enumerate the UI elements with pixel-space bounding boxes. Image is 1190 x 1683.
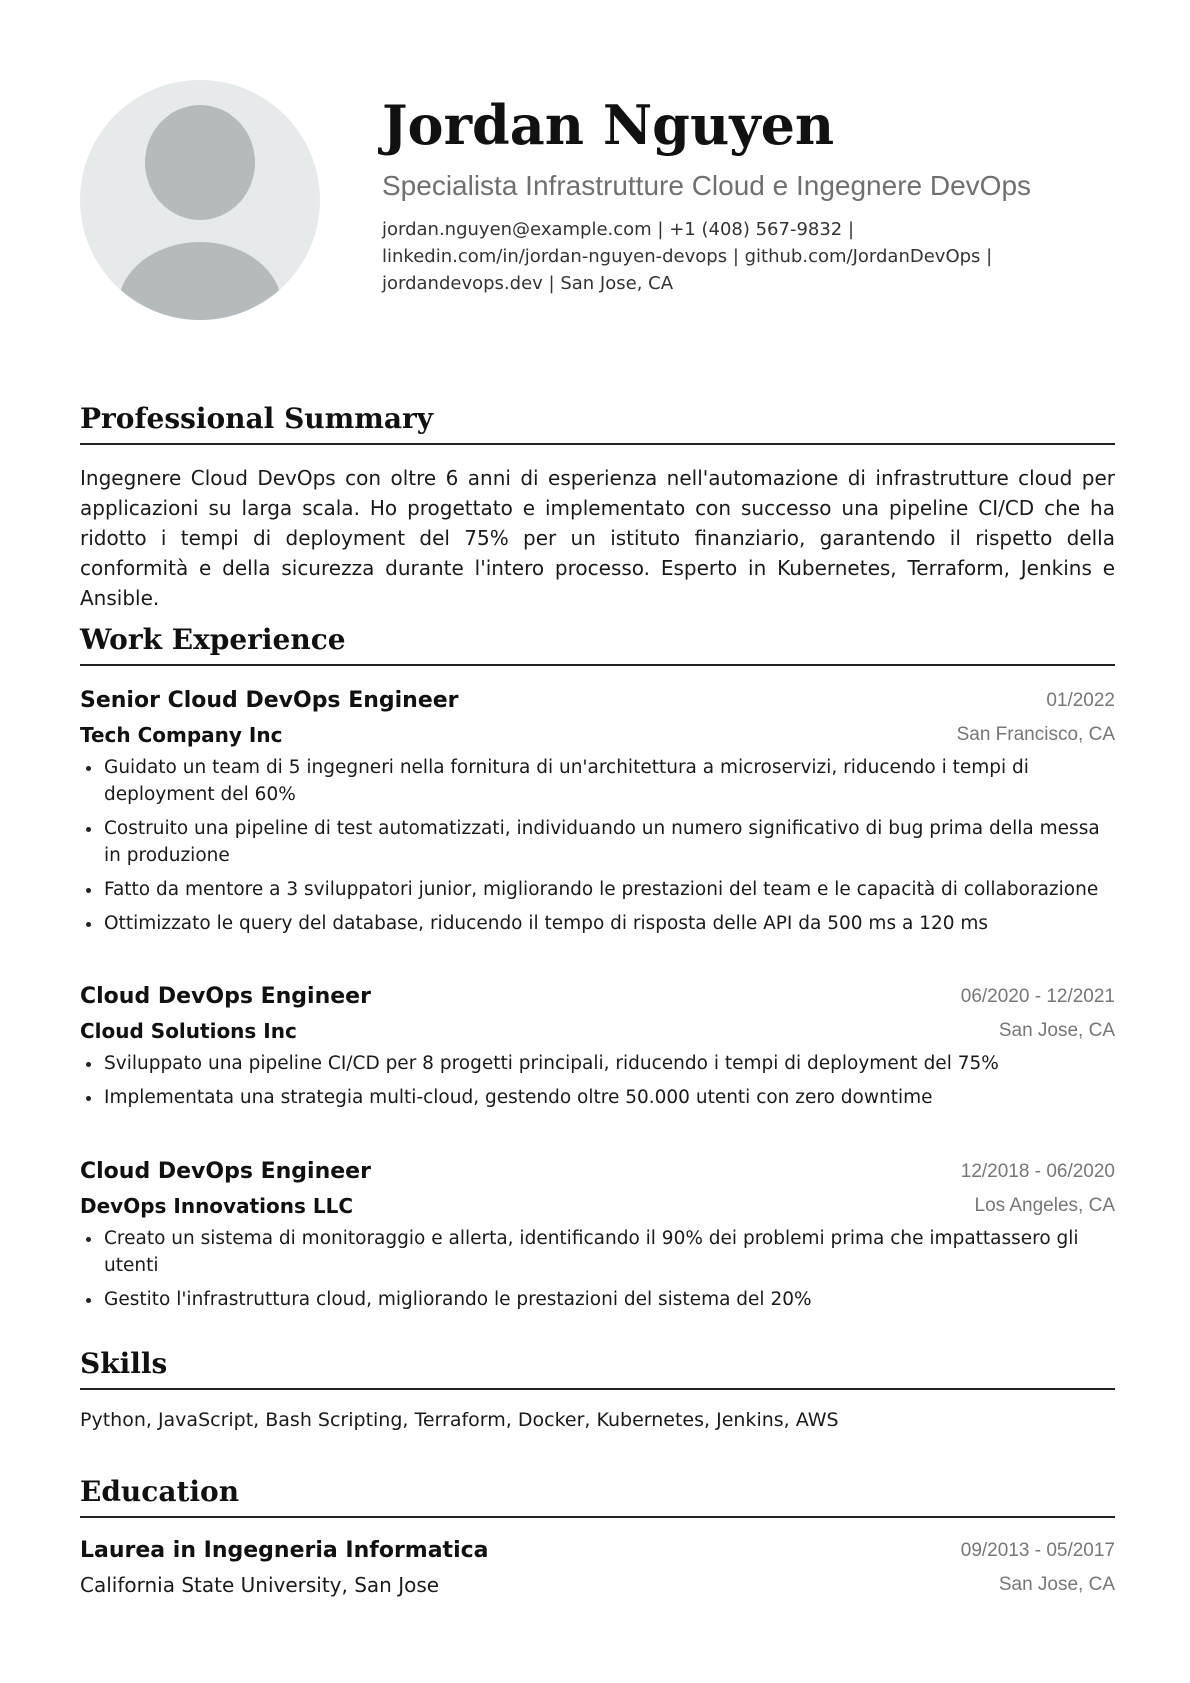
skills-section: [80, 1347, 1115, 1434]
contact-github: github.com/JordanDevOps: [744, 246, 981, 268]
job-date: 06/2020 - 12/2021: [960, 986, 1115, 1007]
education-heading: Education: [80, 1478, 1115, 1518]
education-date: 09/2013 - 05/2017: [960, 1540, 1115, 1561]
education-location: San Jose, CA: [998, 1574, 1115, 1595]
experience-section: [80, 623, 1115, 1310]
avatar-body-shape: [118, 242, 282, 320]
contact-website: jordandevops.dev: [382, 273, 543, 295]
candidate-name: Jordan Nguyen: [382, 93, 835, 157]
contact-phone: +1 (408) 567-9832: [669, 219, 843, 241]
skills-heading: Skills: [80, 1350, 1115, 1390]
avatar-placeholder-icon: [80, 80, 320, 320]
job-role: Cloud DevOps Engineer: [80, 1159, 371, 1184]
job-company: Cloud Solutions Inc: [80, 1019, 297, 1043]
summary-text: Ingegnere Cloud DevOps con oltre 6 anni di esperienza nell'automazione di infrastrutture cloud per applicazioni su larga scala. Ho progettato e implementato con successo una pipeline CI/CD che ha ridotto i tempi di deployment del 75% per un istituto finanziario, garantendo il rispetto della conformità e della sicurezza durante l'intero processo. Esperto in Kubernetes, Terraform, Jenkins e Ansible.: [80, 466, 1115, 610]
job-location: San Francisco, CA: [956, 724, 1115, 745]
job-bullets: [80, 1225, 1115, 1313]
education-entry: [80, 1534, 1115, 1602]
skills-list: Python, JavaScript, Bash Scripting, Terraform, Docker, Kubernetes, Jenkins, AWS: [80, 1409, 839, 1431]
job-bullet: Costruito una pipeline di test automatizzati, individuando un numero significativo di bug prima della messa in produzione: [80, 815, 1115, 869]
job-bullets: [80, 1050, 1115, 1111]
education-school: California State University, San Jose: [80, 1573, 440, 1597]
experience-heading: Work Experience: [80, 626, 1115, 666]
job-location: San Jose, CA: [998, 1020, 1115, 1041]
contact-separator: |: [727, 246, 745, 268]
job-entry: [80, 1155, 1115, 1320]
header-text: [382, 80, 1142, 297]
contact-linkedin: linkedin.com/in/jordan-nguyen-devops: [382, 246, 728, 268]
contact-separator: |: [542, 273, 561, 295]
job-bullet: Fatto da mentore a 3 sviluppatori junior, migliorando le prestazioni del team e le capacità di collaborazione: [80, 876, 1115, 903]
job-company: DevOps Innovations LLC: [80, 1194, 354, 1218]
job-bullet: Sviluppato una pipeline CI/CD per 8 progetti principali, riducendo i tempi di deployment del 75%: [80, 1050, 1115, 1077]
job-location: Los Angeles, CA: [974, 1195, 1115, 1216]
candidate-title: Specialista Infrastrutture Cloud e Ingegnere DevOps: [382, 170, 1032, 201]
job-bullet: Gestito l'infrastruttura cloud, migliorando le prestazioni del sistema del 20%: [80, 1286, 1115, 1313]
job-bullet: Creato un sistema di monitoraggio e allerta, identificando il 90% dei problemi prima che impattassero gli utenti: [80, 1225, 1115, 1279]
resume-header: [80, 80, 1120, 330]
contact-line: [382, 216, 1082, 297]
job-bullet: Implementata una strategia multi-cloud, gestendo oltre 50.000 utenti con zero downtime: [80, 1084, 1115, 1111]
summary-section: [80, 402, 1115, 613]
summary-heading: Professional Summary: [80, 405, 1115, 445]
job-role: Cloud DevOps Engineer: [80, 984, 371, 1009]
education-degree: Laurea in Ingegneria Informatica: [80, 1538, 489, 1563]
job-bullet: Guidato un team di 5 ingegneri nella fornitura di un'architettura a microservizi, riducendo i tempi di deployment del 60%: [80, 754, 1115, 808]
job-bullets: [80, 754, 1115, 937]
job-entry: [80, 684, 1115, 944]
job-company: Tech Company Inc: [80, 723, 283, 747]
contact-separator: |: [980, 246, 993, 268]
avatar-head-shape: [145, 105, 255, 220]
contact-location: San Jose, CA: [560, 273, 674, 295]
job-entry: [80, 980, 1115, 1118]
contact-separator: |: [651, 219, 670, 241]
job-date: 12/2018 - 06/2020: [960, 1161, 1115, 1182]
contact-email: jordan.nguyen@example.com: [382, 219, 652, 241]
job-role: Senior Cloud DevOps Engineer: [80, 688, 459, 713]
job-date: 01/2022: [1046, 690, 1115, 711]
contact-separator: |: [842, 219, 855, 241]
job-bullet: Ottimizzato le query del database, riducendo il tempo di risposta delle API da 500 ms a 120 ms: [80, 910, 1115, 937]
education-section: [80, 1475, 1115, 1608]
